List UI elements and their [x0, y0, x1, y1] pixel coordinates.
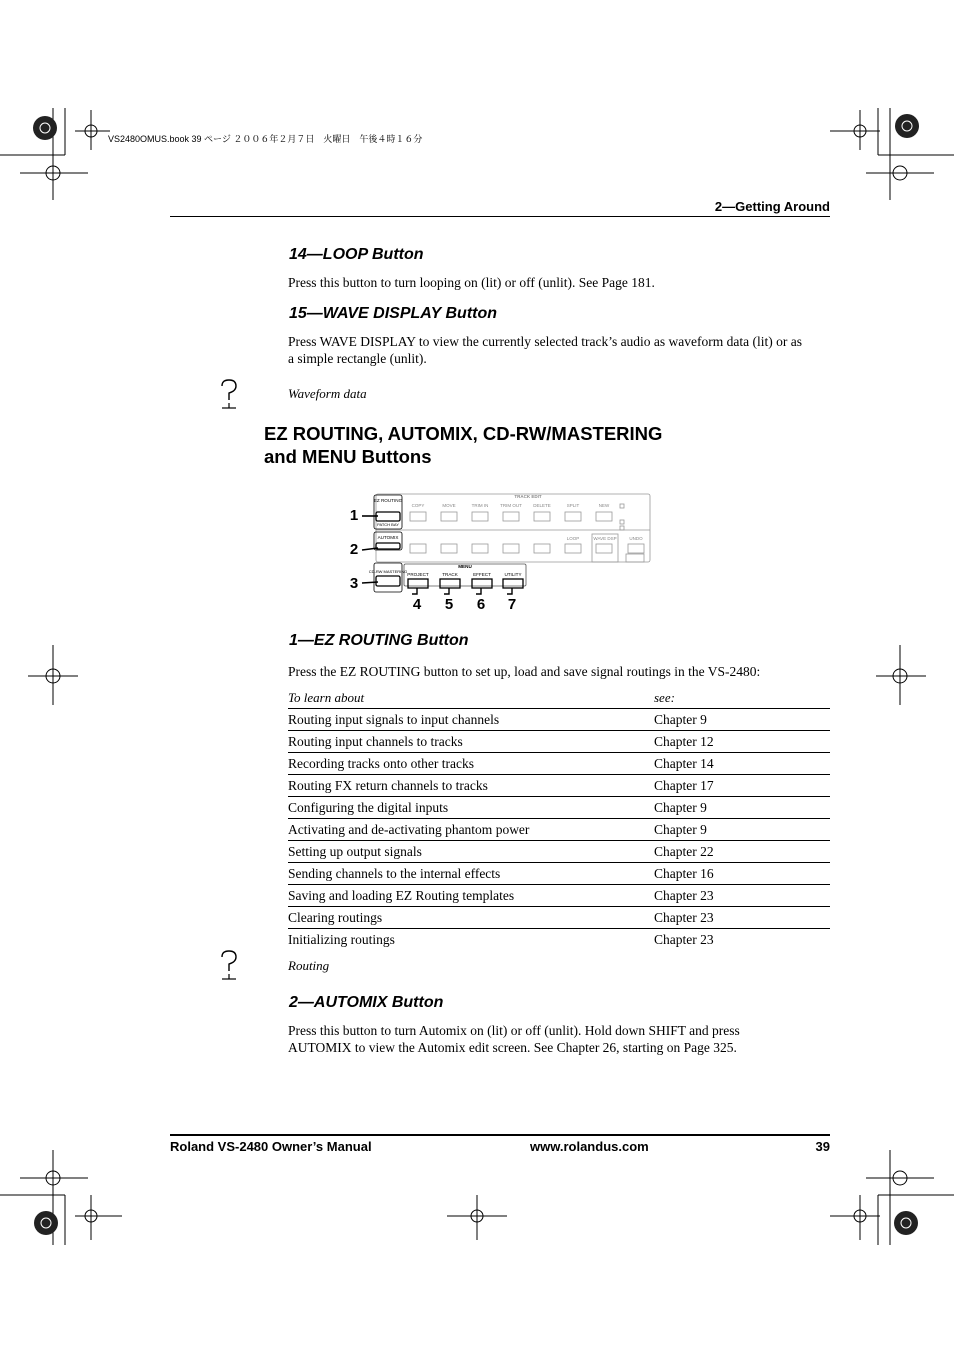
main-heading-line1: EZ ROUTING, AUTOMIX, CD-RW/MASTERING: [264, 423, 663, 444]
table-row: [288, 796, 830, 818]
panel-delete-label: DELETE: [533, 503, 551, 508]
row-see: Chapter 23: [654, 910, 714, 925]
panel-trim-in-label: TRIM IN: [471, 503, 489, 508]
running-header: 2—Getting Around: [714, 199, 830, 214]
menu-utility-label: UTILITY: [504, 572, 522, 577]
table-row: [288, 708, 830, 730]
row-see: Chapter 16: [654, 866, 714, 881]
panel-loop-label: LOOP: [566, 536, 580, 541]
page-number: 39: [815, 1139, 830, 1154]
note-icon: [218, 378, 240, 412]
row-topic: Setting up output signals: [288, 844, 422, 859]
routing-table: [288, 687, 830, 950]
wave-caption: Waveform data: [288, 386, 367, 401]
automix-body: Press this button to turn Automix on (lit) or off (unlit). Hold down SHIFT and press AUTOMIX to view the Automix edit screen. See Chapter 26, starting on Page 325.: [288, 1023, 740, 1055]
routing-caption: Routing: [288, 958, 330, 973]
table-row: [288, 884, 830, 906]
row-topic: Configuring the digital inputs: [288, 800, 449, 815]
table-row: [288, 862, 830, 884]
loop-heading: 14—LOOP Button: [289, 246, 424, 263]
row-see: Chapter 9: [654, 822, 707, 837]
cd-rw-label: CD-RW MASTERING: [368, 569, 408, 574]
row-see: Chapter 23: [654, 888, 714, 903]
table-row: [288, 818, 830, 840]
menu-track-label: TRACK: [442, 572, 458, 577]
ez-routing-label: EZ ROUTING: [373, 498, 403, 503]
table-row: [288, 774, 830, 796]
row-see: Chapter 23: [654, 932, 714, 947]
callout-7: 7: [507, 596, 517, 613]
callout-3: 3: [349, 575, 359, 592]
header-rule: [170, 216, 830, 217]
wave-body: Press WAVE DISPLAY to view the currently selected track’s audio as waveform data (lit) or as a simple rectangle (unlit).: [288, 334, 803, 366]
row-see: Chapter 17: [654, 778, 714, 793]
table-header: [288, 687, 830, 708]
control-panel-diagram: [340, 490, 660, 620]
row-topic: Sending channels to the internal effects: [288, 866, 501, 881]
row-see: Chapter 12: [654, 734, 714, 749]
row-topic: Recording tracks onto other tracks: [288, 756, 474, 771]
automix-label: AUTOMIX: [377, 535, 399, 540]
wave-heading: 15—WAVE DISPLAY Button: [289, 305, 498, 322]
menu-project-label: PROJECT: [407, 572, 429, 577]
menu-effect-label: EFFECT: [473, 572, 491, 577]
row-topic: Clearing routings: [288, 910, 383, 925]
callout-1: 1: [349, 507, 359, 524]
print-meta: VS2480OMUS.book 39 ページ ２００６年２月７日 火曜日 午後４時１６分: [108, 134, 423, 144]
footer-rule: [170, 1134, 830, 1136]
row-see: Chapter 9: [654, 712, 707, 727]
panel-wave-dsp-label: WAVE DSP: [593, 536, 617, 541]
row-topic: Routing input signals to input channels: [288, 712, 500, 727]
panel-split-label: SPLIT: [566, 503, 580, 508]
main-heading-line2: and MENU Buttons: [264, 445, 432, 467]
footer-title: Roland VS-2480 Owner’s Manual: [170, 1139, 372, 1154]
callout-6: 6: [476, 596, 486, 613]
header-see: see:: [654, 690, 675, 705]
row-see: Chapter 22: [654, 844, 714, 859]
panel-drawing: [340, 490, 660, 620]
patch-bay-label: PATCH BAY: [377, 522, 399, 527]
table-row: [288, 730, 830, 752]
row-see: Chapter 14: [654, 756, 714, 771]
callout-4: 4: [412, 596, 422, 613]
row-topic: Saving and loading EZ Routing templates: [288, 888, 515, 903]
footer-url: www.rolandus.com: [530, 1139, 649, 1154]
automix-heading: 2—AUTOMIX Button: [289, 994, 444, 1011]
callout-5: 5: [444, 596, 454, 613]
panel-undo-label: UNDO: [629, 536, 643, 541]
row-see: Chapter 9: [654, 800, 707, 815]
panel-new-label: NEW: [598, 503, 610, 508]
loop-body: Press this button to turn looping on (lit) or off (unlit). See Page 181.: [288, 275, 655, 290]
row-topic: Routing input channels to tracks: [288, 734, 463, 749]
panel-copy-label: COPY: [411, 503, 425, 508]
row-topic: Routing FX return channels to tracks: [288, 778, 488, 793]
row-topic: Activating and de-activating phantom power: [288, 822, 530, 837]
main-heading: [264, 423, 662, 468]
panel-trim-out-label: TRIM OUT: [500, 503, 522, 508]
table-row: [288, 906, 830, 928]
note-icon: [218, 949, 240, 983]
panel-move-label: MOVE: [442, 503, 456, 508]
ez-routing-heading: 1—EZ ROUTING Button: [289, 632, 469, 649]
row-topic: Initializing routings: [288, 932, 395, 947]
header-topic: To learn about: [288, 690, 365, 705]
menu-label: MENU: [458, 564, 472, 569]
table-row: [288, 840, 830, 862]
table-row: [288, 752, 830, 774]
callout-2: 2: [349, 541, 359, 558]
ez-routing-body: Press the EZ ROUTING button to set up, load and save signal routings in the VS-2480:: [288, 664, 761, 679]
track-edit-label: TRACK EDIT: [514, 494, 542, 499]
table-row: [288, 928, 830, 950]
